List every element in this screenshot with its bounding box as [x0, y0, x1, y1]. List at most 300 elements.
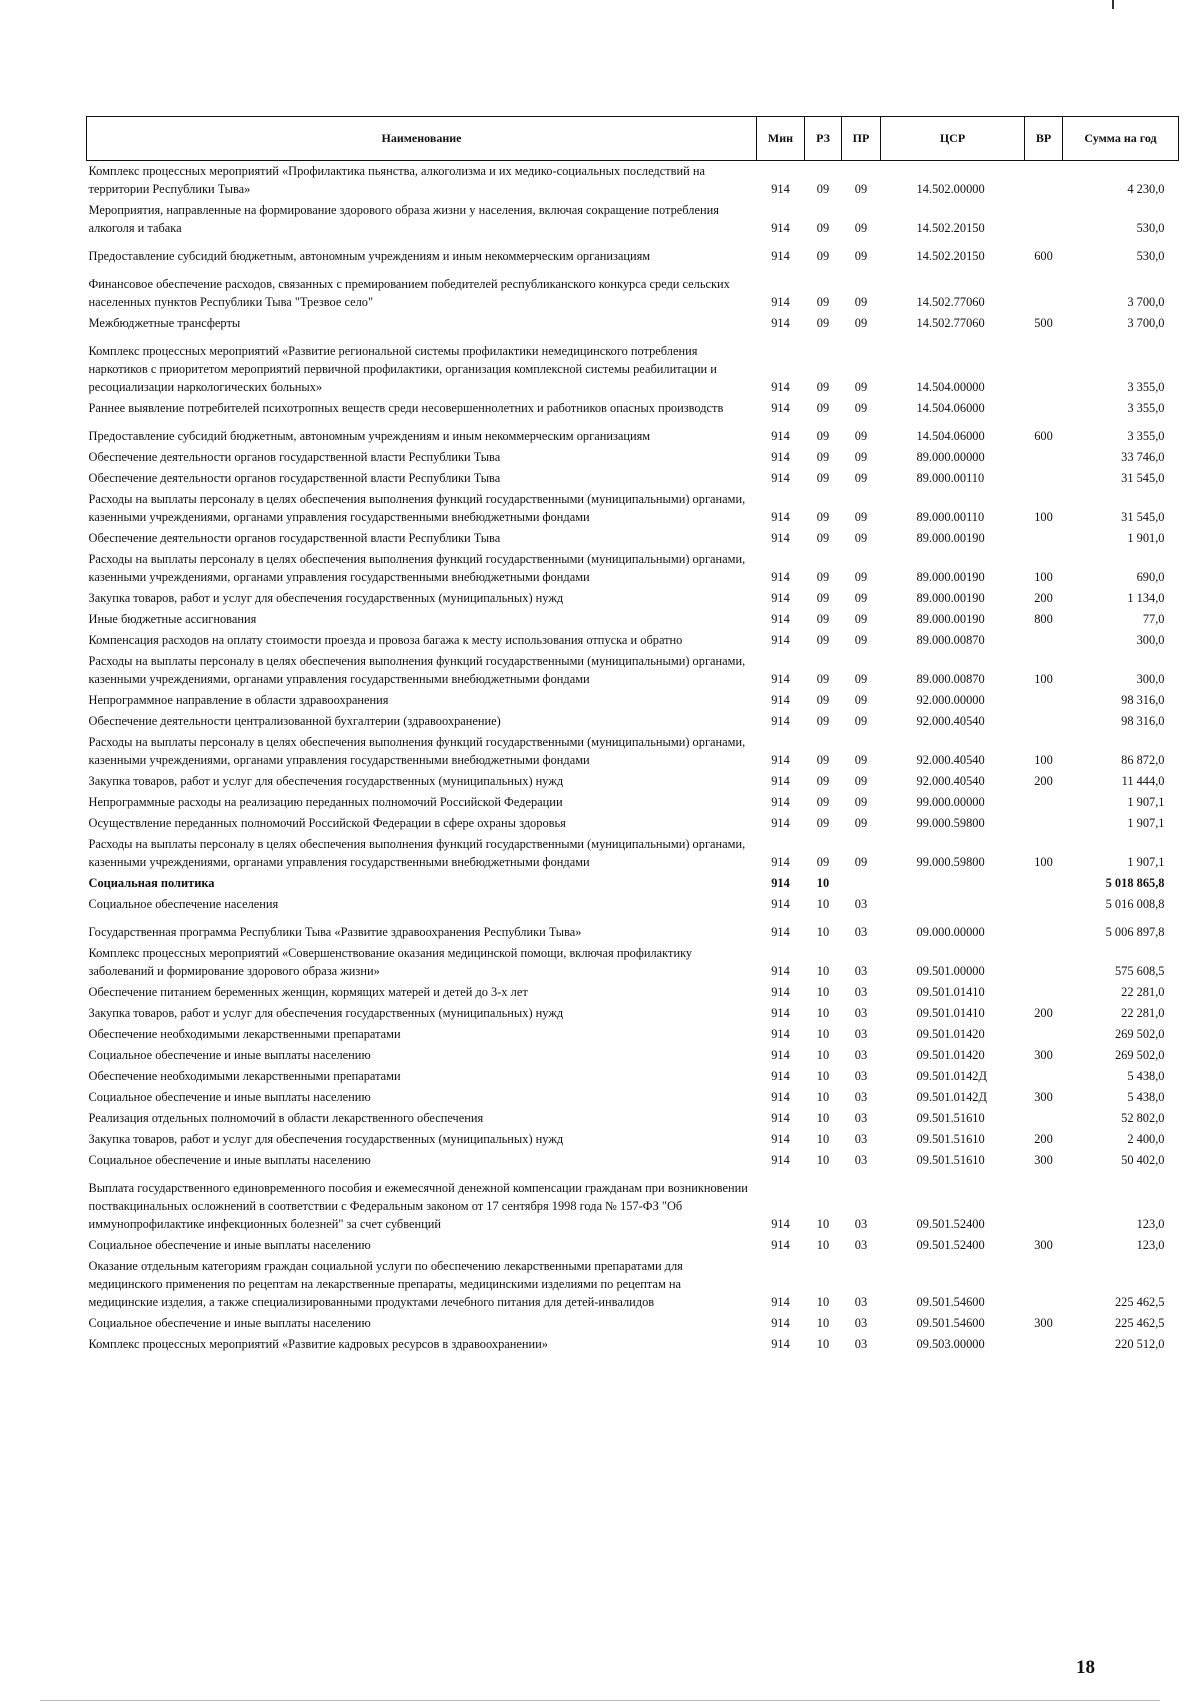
row-sum: 3 355,0	[1127, 429, 1165, 443]
row-name: Расходы на выплаты персоналу в целях обеспечения выполнения функций государственными (муниципальными) органами, казенными учреждениями, органами управления государственными внебюджетными фондами	[88, 654, 746, 686]
row-min: 914	[771, 591, 790, 605]
row-vr	[1025, 267, 1063, 313]
row-name: Социальное обеспечение населения	[88, 897, 279, 911]
row-csr: 14.502.77060	[916, 316, 985, 330]
row-pr: 03	[854, 1337, 868, 1351]
row-pr	[842, 873, 881, 894]
row-min: 914	[771, 1006, 790, 1020]
row-min: 914	[771, 1153, 790, 1167]
row-pr: 03	[854, 1048, 868, 1062]
row-rz: 10	[816, 1295, 830, 1309]
row-csr: 14.502.77060	[916, 295, 985, 309]
row-min: 914	[771, 295, 790, 309]
table-row	[87, 873, 1179, 894]
row-csr: 92.000.40540	[916, 774, 985, 788]
row-min: 914	[771, 1217, 790, 1231]
table-row	[87, 1235, 1179, 1256]
row-sum: 225 462,5	[1114, 1295, 1165, 1309]
row-pr: 03	[854, 1238, 868, 1252]
row-min: 914	[771, 1295, 790, 1309]
row-rz: 10	[816, 985, 830, 999]
row-name: Социальное обеспечение и иные выплаты населению	[88, 1153, 371, 1167]
row-csr: 89.000.00190	[916, 591, 985, 605]
row-sum: 3 355,0	[1127, 380, 1165, 394]
row-sum: 31 545,0	[1121, 471, 1165, 485]
row-vr	[1025, 894, 1063, 915]
row-name: Обеспечение деятельности органов государственной власти Республики Тыва	[88, 450, 501, 464]
row-sum: 690,0	[1136, 570, 1165, 584]
row-vr	[1025, 334, 1063, 398]
row-vr	[1025, 161, 1063, 201]
row-vr: 200	[1034, 1132, 1053, 1146]
table-row	[87, 1066, 1179, 1087]
row-rz: 09	[816, 295, 830, 309]
table-row	[87, 313, 1179, 334]
row-sum: 220 512,0	[1114, 1337, 1165, 1351]
table-header-row	[87, 117, 1179, 161]
row-vr	[1025, 982, 1063, 1003]
row-vr	[1025, 447, 1063, 468]
row-rz: 09	[816, 753, 830, 767]
row-csr: 89.000.00870	[916, 633, 985, 647]
row-vr: 300	[1034, 1153, 1053, 1167]
row-rz: 09	[816, 633, 830, 647]
row-sum: 11 444,0	[1121, 774, 1165, 788]
row-rz: 10	[816, 876, 830, 890]
row-name: Межбюджетные трансферты	[88, 316, 241, 330]
row-csr: 09.501.51610	[916, 1153, 985, 1167]
row-name: Комплекс процессных мероприятий «Совершенствование оказания медицинской помощи, включая профилактику заболеваний и формирование здорового образа жизни»	[88, 946, 693, 978]
row-vr: 100	[1034, 753, 1053, 767]
row-name: Расходы на выплаты персоналу в целях обеспечения выполнения функций государственными (муниципальными) органами, казенными учреждениями, органами управления государственными внебюджетными фондами	[88, 552, 746, 584]
row-pr: 09	[854, 182, 868, 196]
row-sum: 5 016 008,8	[1105, 897, 1165, 911]
row-min: 914	[771, 182, 790, 196]
row-rz: 10	[816, 1153, 830, 1167]
row-min: 914	[771, 450, 790, 464]
table-row	[87, 267, 1179, 313]
row-name: Расходы на выплаты персоналу в целях обеспечения выполнения функций государственными (муниципальными) органами, казенными учреждениями, органами управления государственными внебюджетными фондами	[88, 837, 746, 869]
row-pr: 09	[854, 401, 868, 415]
row-min: 914	[771, 471, 790, 485]
row-rz: 09	[816, 693, 830, 707]
row-name: Социальное обеспечение и иные выплаты населению	[88, 1316, 371, 1330]
table-row	[87, 447, 1179, 468]
row-rz: 09	[816, 316, 830, 330]
table-row	[87, 690, 1179, 711]
row-min: 914	[771, 570, 790, 584]
row-min: 914	[771, 693, 790, 707]
row-name: Предоставление субсидий бюджетным, автономным учреждениям и иным некоммерческим организациям	[88, 249, 651, 263]
header-csr: ЦСР	[881, 117, 1025, 161]
row-pr: 09	[854, 774, 868, 788]
row-rz: 09	[816, 429, 830, 443]
row-vr	[1025, 398, 1063, 419]
row-sum: 4 230,0	[1127, 182, 1165, 196]
row-vr	[1025, 690, 1063, 711]
row-min: 914	[771, 1048, 790, 1062]
row-csr: 09.501.01420	[916, 1048, 985, 1062]
row-rz: 10	[816, 1048, 830, 1062]
row-csr: 09.501.51610	[916, 1132, 985, 1146]
table-row	[87, 813, 1179, 834]
row-min: 914	[771, 774, 790, 788]
row-min: 914	[771, 380, 790, 394]
page-number: 18	[1076, 1657, 1095, 1678]
row-name: Расходы на выплаты персоналу в целях обеспечения выполнения функций государственными (муниципальными) органами, казенными учреждениями, органами управления государственными внебюджетными фондами	[88, 735, 746, 767]
table-row	[87, 943, 1179, 982]
row-csr: 09.501.0142Д	[916, 1090, 987, 1104]
table-row	[87, 711, 1179, 732]
row-rz: 10	[816, 925, 830, 939]
row-vr	[1025, 915, 1063, 943]
row-rz: 10	[816, 1132, 830, 1146]
header-min: Мин	[757, 117, 805, 161]
row-csr: 09.501.01410	[916, 985, 985, 999]
table-row	[87, 1045, 1179, 1066]
table-row	[87, 1087, 1179, 1108]
table-row	[87, 239, 1179, 267]
row-name: Осуществление переданных полномочий Российской Федерации в сфере охраны здоровья	[88, 816, 566, 830]
row-pr: 09	[854, 714, 868, 728]
row-rz: 10	[816, 1006, 830, 1020]
row-sum: 530,0	[1136, 249, 1165, 263]
row-sum: 1 901,0	[1127, 531, 1165, 545]
row-min: 914	[771, 1027, 790, 1041]
row-csr: 09.501.01410	[916, 1006, 985, 1020]
row-csr: 09.501.52400	[916, 1238, 985, 1252]
header-name: Наименование	[87, 117, 757, 161]
row-name: Раннее выявление потребителей психотропных веществ среди несовершеннолетних и работников опасных производств	[88, 401, 724, 415]
row-sum: 5 006 897,8	[1105, 925, 1165, 939]
row-csr: 14.504.06000	[916, 401, 985, 415]
row-rz: 09	[816, 471, 830, 485]
row-min: 914	[771, 221, 790, 235]
row-vr: 100	[1034, 672, 1053, 686]
row-sum: 3 355,0	[1127, 401, 1165, 415]
row-csr: 89.000.00000	[916, 450, 985, 464]
row-pr: 03	[854, 925, 868, 939]
row-name: Реализация отдельных полномочий в области лекарственного обеспечения	[88, 1111, 484, 1125]
table-row	[87, 915, 1179, 943]
row-min: 914	[771, 876, 790, 890]
table-row	[87, 200, 1179, 239]
row-rz: 09	[816, 570, 830, 584]
table-row	[87, 1313, 1179, 1334]
row-name: Закупка товаров, работ и услуг для обеспечения государственных (муниципальных) нужд	[88, 591, 564, 605]
row-csr: 89.000.00110	[916, 510, 985, 524]
row-sum: 3 700,0	[1127, 316, 1165, 330]
table-row	[87, 1003, 1179, 1024]
row-pr: 03	[854, 1111, 868, 1125]
row-sum: 77,0	[1142, 612, 1165, 626]
row-vr: 300	[1034, 1048, 1053, 1062]
row-csr: 14.502.00000	[916, 182, 985, 196]
row-name: Комплекс процессных мероприятий «Профилактика пьянства, алкоголизма и их медико-социальных последствий на территории Республики Тыва»	[88, 164, 705, 196]
row-pr: 09	[854, 672, 868, 686]
row-csr: 09.501.0142Д	[916, 1069, 987, 1083]
row-name: Обеспечение необходимыми лекарственными препаратами	[88, 1069, 401, 1083]
row-pr: 09	[854, 510, 868, 524]
row-csr: 89.000.00190	[916, 531, 985, 545]
row-sum: 225 462,5	[1114, 1316, 1165, 1330]
row-min: 914	[771, 1132, 790, 1146]
row-sum: 300,0	[1136, 672, 1165, 686]
row-sum: 31 545,0	[1121, 510, 1165, 524]
row-vr: 600	[1034, 249, 1053, 263]
row-sum: 1 907,1	[1127, 855, 1165, 869]
row-name: Обеспечение деятельности органов государственной власти Республики Тыва	[88, 471, 501, 485]
row-pr: 09	[854, 591, 868, 605]
row-csr: 99.000.59800	[916, 816, 985, 830]
budget-table	[86, 116, 1179, 1355]
row-pr: 09	[854, 753, 868, 767]
row-pr: 09	[854, 633, 868, 647]
row-vr: 100	[1034, 510, 1053, 524]
row-name: Обеспечение питанием беременных женщин, кормящих матерей и детей до 3-х лет	[88, 985, 528, 999]
row-pr: 03	[854, 1006, 868, 1020]
row-sum: 3 700,0	[1127, 295, 1165, 309]
row-pr: 09	[854, 795, 868, 809]
row-pr: 03	[854, 1316, 868, 1330]
row-csr: 89.000.00190	[916, 570, 985, 584]
table-row	[87, 1129, 1179, 1150]
row-min: 914	[771, 429, 790, 443]
row-vr: 800	[1034, 612, 1053, 626]
table-row	[87, 792, 1179, 813]
row-pr: 09	[854, 450, 868, 464]
row-csr: 09.501.54600	[916, 1295, 985, 1309]
row-min: 914	[771, 531, 790, 545]
row-rz: 09	[816, 221, 830, 235]
row-sum: 22 281,0	[1121, 1006, 1165, 1020]
row-vr	[1025, 1256, 1063, 1313]
row-csr: 92.000.40540	[916, 714, 985, 728]
row-name: Непрограммное направление в области здравоохранения	[88, 693, 389, 707]
row-pr: 09	[854, 612, 868, 626]
row-name: Закупка товаров, работ и услуг для обеспечения государственных (муниципальных) нужд	[88, 1006, 564, 1020]
row-min: 914	[771, 714, 790, 728]
row-pr: 03	[854, 964, 868, 978]
row-vr: 200	[1034, 1006, 1053, 1020]
row-vr	[1025, 792, 1063, 813]
row-vr: 200	[1034, 591, 1053, 605]
row-csr: 89.000.00870	[916, 672, 985, 686]
row-min: 914	[771, 316, 790, 330]
row-csr: 09.501.00000	[916, 964, 985, 978]
row-rz: 09	[816, 450, 830, 464]
row-min: 914	[771, 897, 790, 911]
row-csr: 09.501.52400	[916, 1217, 985, 1231]
row-rz: 10	[816, 1316, 830, 1330]
table-row	[87, 489, 1179, 528]
row-sum: 33 746,0	[1121, 450, 1165, 464]
row-name: Социальное обеспечение и иные выплаты населению	[88, 1048, 371, 1062]
table-row	[87, 528, 1179, 549]
row-vr: 100	[1034, 855, 1053, 869]
table-row	[87, 732, 1179, 771]
row-vr	[1025, 873, 1063, 894]
row-vr: 200	[1034, 774, 1053, 788]
table-row	[87, 894, 1179, 915]
row-sum: 50 402,0	[1121, 1153, 1165, 1167]
table-row	[87, 630, 1179, 651]
header-rz: РЗ	[805, 117, 842, 161]
row-pr: 09	[854, 249, 868, 263]
row-rz: 09	[816, 672, 830, 686]
table-row	[87, 1024, 1179, 1045]
row-sum: 1 134,0	[1127, 591, 1165, 605]
row-vr	[1025, 943, 1063, 982]
row-sum: 22 281,0	[1121, 985, 1165, 999]
row-rz: 10	[816, 1069, 830, 1083]
row-min: 914	[771, 612, 790, 626]
row-name: Непрограммные расходы на реализацию переданных полномочий Российской Федерации	[88, 795, 563, 809]
row-sum: 1 907,1	[1127, 816, 1165, 830]
row-rz: 10	[816, 1111, 830, 1125]
row-rz: 09	[816, 612, 830, 626]
row-pr: 03	[854, 1153, 868, 1167]
table-row	[87, 419, 1179, 447]
row-csr: 09.000.00000	[916, 925, 985, 939]
row-csr: 89.000.00110	[916, 471, 985, 485]
row-rz: 09	[816, 774, 830, 788]
row-name: Оказание отдельным категориям граждан социальной услуги по обеспечению лекарственными препаратами для медицинского применения по рецептам на лекарственные препараты, медицинскими изделиями по рецептам на медицинские изделия, а также специализированными продуктами лечебного питания для детей-инвалидов	[88, 1259, 683, 1309]
row-sum: 5 438,0	[1127, 1069, 1165, 1083]
row-sum: 575 608,5	[1114, 964, 1165, 978]
row-pr: 09	[854, 471, 868, 485]
row-sum: 123,0	[1136, 1238, 1165, 1252]
row-pr: 03	[854, 1132, 868, 1146]
row-name: Обеспечение деятельности органов государственной власти Республики Тыва	[88, 531, 501, 545]
row-pr: 09	[854, 816, 868, 830]
table-row	[87, 468, 1179, 489]
row-rz: 09	[816, 182, 830, 196]
header-pr: ПР	[842, 117, 881, 161]
row-name: Финансовое обеспечение расходов, связанных с премированием победителей республиканского конкурса среди сельских населенных пунктов Республики Тыва "Трезвое село"	[88, 277, 730, 309]
row-pr: 03	[854, 1090, 868, 1104]
row-vr	[1025, 1171, 1063, 1235]
row-pr: 09	[854, 295, 868, 309]
row-pr: 09	[854, 570, 868, 584]
row-rz: 10	[816, 1217, 830, 1231]
row-vr	[1025, 468, 1063, 489]
row-csr: 14.504.06000	[916, 429, 985, 443]
row-rz: 10	[816, 1238, 830, 1252]
row-rz: 09	[816, 510, 830, 524]
row-name: Обеспечение деятельности централизованной бухгалтерии (здравоохранение)	[88, 714, 501, 728]
row-vr	[1025, 1108, 1063, 1129]
row-min: 914	[771, 401, 790, 415]
header-vr: ВР	[1025, 117, 1063, 161]
row-csr: 92.000.00000	[916, 693, 985, 707]
row-min: 914	[771, 1090, 790, 1104]
row-name: Закупка товаров, работ и услуг для обеспечения государственных (муниципальных) нужд	[88, 1132, 564, 1146]
row-name: Комплекс процессных мероприятий «Развитие региональной системы профилактики немедицинского потребления наркотиков с приоритетом мероприятий первичной профилактики, организация комплексной системы реабилитации и ресоциализации наркологических больных»	[88, 344, 717, 394]
row-pr: 03	[854, 1295, 868, 1309]
row-sum: 269 502,0	[1114, 1027, 1165, 1041]
row-pr: 03	[854, 985, 868, 999]
row-sum: 269 502,0	[1114, 1048, 1165, 1062]
row-name: Предоставление субсидий бюджетным, автономным учреждениям и иным некоммерческим организациям	[88, 429, 651, 443]
row-vr	[1025, 1334, 1063, 1355]
row-min: 914	[771, 1238, 790, 1252]
row-rz: 10	[816, 1090, 830, 1104]
row-min: 914	[771, 795, 790, 809]
row-rz: 09	[816, 855, 830, 869]
table-row	[87, 1150, 1179, 1171]
row-sum: 98 316,0	[1121, 714, 1165, 728]
row-sum: 2 400,0	[1127, 1132, 1165, 1146]
row-min: 914	[771, 510, 790, 524]
row-pr: 09	[854, 693, 868, 707]
row-name: Расходы на выплаты персоналу в целях обеспечения выполнения функций государственными (муниципальными) органами, казенными учреждениями, органами управления государственными внебюджетными фондами	[88, 492, 746, 524]
row-csr: 09.501.01420	[916, 1027, 985, 1041]
row-rz: 09	[816, 380, 830, 394]
row-min: 914	[771, 672, 790, 686]
row-rz: 09	[816, 401, 830, 415]
row-pr: 09	[854, 855, 868, 869]
row-vr: 300	[1034, 1090, 1053, 1104]
row-csr: 14.502.20150	[916, 221, 985, 235]
row-csr: 99.000.59800	[916, 855, 985, 869]
row-csr: 14.502.20150	[916, 249, 985, 263]
row-name: Компенсация расходов на оплату стоимости проезда и провоза багажа к месту использования отпуска и обратно	[88, 633, 683, 647]
row-min: 914	[771, 1316, 790, 1330]
table-row	[87, 834, 1179, 873]
row-name: Иные бюджетные ассигнования	[88, 612, 257, 626]
row-csr: 09.503.00000	[916, 1337, 985, 1351]
table-row	[87, 549, 1179, 588]
row-min: 914	[771, 633, 790, 647]
row-pr: 03	[854, 897, 868, 911]
row-min: 914	[771, 985, 790, 999]
row-vr: 500	[1034, 316, 1053, 330]
table-row	[87, 609, 1179, 630]
table-row	[87, 588, 1179, 609]
row-csr: 09.501.51610	[916, 1111, 985, 1125]
row-rz: 10	[816, 1027, 830, 1041]
table-row	[87, 651, 1179, 690]
table-body	[87, 161, 1179, 1356]
row-name: Государственная программа Республики Тыва «Развитие здравоохранения Республики Тыва»	[88, 925, 582, 939]
row-name: Социальное обеспечение и иные выплаты населению	[88, 1090, 371, 1104]
row-csr: 99.000.00000	[916, 795, 985, 809]
row-sum: 300,0	[1136, 633, 1165, 647]
row-rz: 09	[816, 249, 830, 263]
row-min: 914	[771, 249, 790, 263]
row-sum: 98 316,0	[1121, 693, 1165, 707]
row-name: Социальное обеспечение и иные выплаты населению	[88, 1238, 371, 1252]
row-pr: 09	[854, 316, 868, 330]
row-csr	[881, 894, 1025, 915]
row-sum: 5 018 865,8	[1105, 876, 1165, 890]
row-rz: 10	[816, 897, 830, 911]
table-row	[87, 398, 1179, 419]
table-row	[87, 1334, 1179, 1355]
row-name: Мероприятия, направленные на формирование здорового образа жизни у населения, включая сокращение потребления алкоголя и табака	[88, 203, 719, 235]
row-vr	[1025, 1024, 1063, 1045]
row-sum: 1 907,1	[1127, 795, 1165, 809]
row-name: Закупка товаров, работ и услуг для обеспечения государственных (муниципальных) нужд	[88, 774, 564, 788]
row-name: Социальная политика	[88, 876, 215, 890]
row-csr	[881, 873, 1025, 894]
header-sum: Сумма на год	[1063, 117, 1179, 161]
row-name: Выплата государственного единовременного пособия и ежемесячной денежной компенсации гражданам при возникновении поствакцинальных осложнений в соответствии с Федеральным законом от 17 сентября 1998 года № 157-ФЗ "Об иммунопрофилактике инфекционных болезней" за счет субвенций	[88, 1181, 748, 1231]
row-csr: 14.504.00000	[916, 380, 985, 394]
row-pr: 03	[854, 1217, 868, 1231]
table-row	[87, 161, 1179, 201]
